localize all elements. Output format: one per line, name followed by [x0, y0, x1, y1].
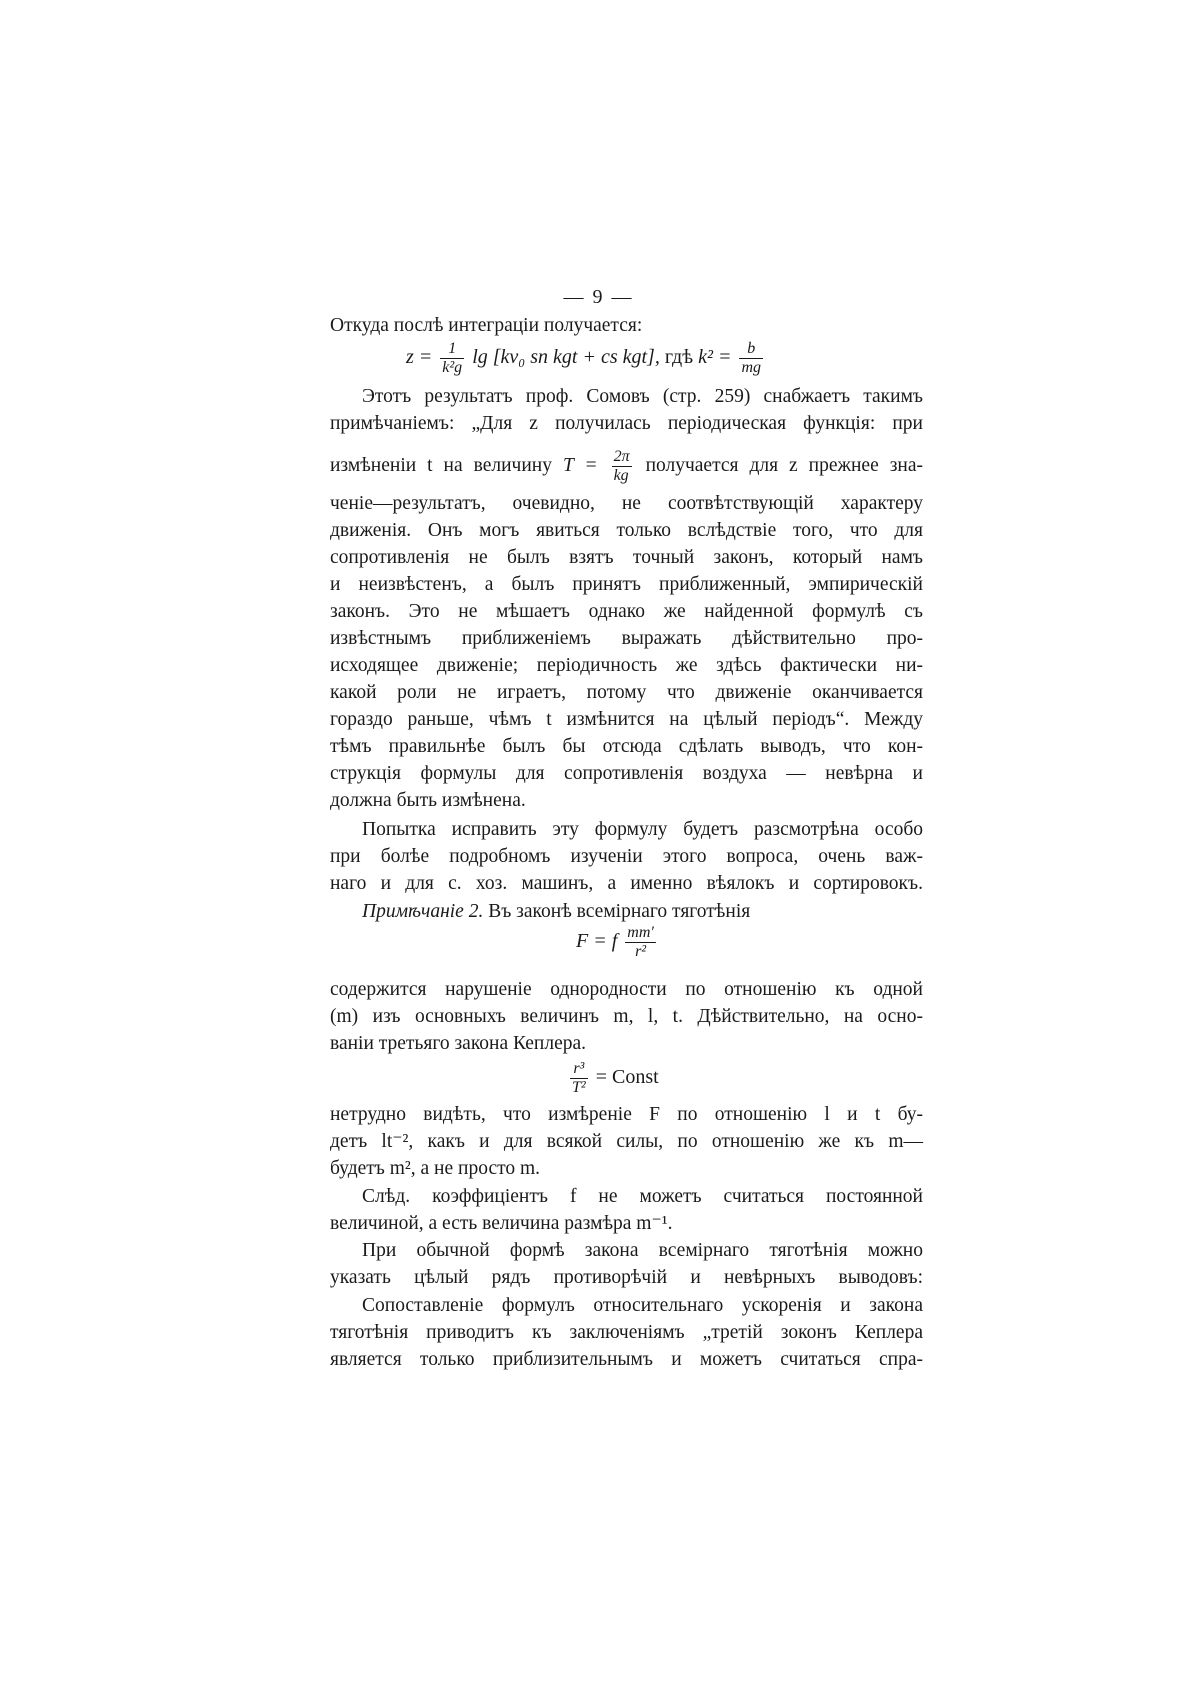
text-segment: измѣненіи t на величину [330, 454, 552, 476]
text-line: ченіе—результатъ, очевидно, не соотвѣтствующій характеру [330, 493, 923, 514]
formula-z-integral [406, 340, 766, 377]
text-line: тяготѣнія приводитъ къ заключеніямъ „третій зоконъ Кеплера [330, 1322, 923, 1343]
formula-lhs: T = [562, 454, 598, 476]
text-line: (m) изъ основныхъ величинъ m, l, t. Дѣйствительно, на осно- [330, 1006, 923, 1027]
formula-k2: k² = [698, 346, 732, 369]
text-line: Этотъ результатъ проф. Сомовъ (стр. 259) снабжаетъ такимъ [362, 386, 923, 407]
text-line: наго и для с. хоз. машинъ, а именно вѣялокъ и сортировокъ. [330, 873, 923, 894]
text-line: нетрудно видѣть, что измѣреніе F по отношенію l и t бу- [330, 1104, 923, 1125]
formula-gravitation [576, 924, 659, 961]
text-line-with-formula [330, 448, 923, 485]
fraction-numerator: mm′ [627, 924, 654, 941]
fraction [612, 448, 632, 485]
text-line: движенія. Онъ могъ явиться только вслѣдствіе того, что для [330, 520, 923, 541]
text-line: Попытка исправить эту формулу будетъ разсмотрѣна особо [362, 819, 923, 840]
text-line: Откуда послѣ интеграціи получается: [330, 315, 643, 336]
text-line: какой роли не играетъ, потому что движеніе оканчивается [330, 682, 923, 703]
text-line: является только приблизительнымъ и можетъ считаться спра- [330, 1349, 923, 1370]
fraction [625, 924, 656, 961]
formula-rhs: = Const [595, 1066, 659, 1089]
text-segment: получается для z прежнее зна- [645, 454, 924, 476]
text-line: сопротивленія не былъ взятъ точный законъ, который намъ [330, 547, 923, 568]
formula-where: гдѣ [664, 346, 694, 369]
fraction [440, 340, 464, 377]
text-line: указать цѣлый рядъ противорѣчій и невѣрныхъ выводовъ: [330, 1267, 923, 1288]
formula-body: lg [kv₀ sn kgt + cs kgt], [472, 346, 660, 369]
fraction-denominator: k²g [442, 359, 463, 376]
fraction-denominator: mg [741, 359, 762, 376]
text-line: извѣстнымъ приближеніемъ выражать дѣйствительно про- [330, 628, 923, 649]
text-line: будетъ m², а не просто m. [330, 1158, 541, 1179]
text-line: Слѣд. коэффиціентъ f не можетъ считаться постоянной [362, 1186, 923, 1207]
fraction [739, 340, 763, 377]
text-line: при болѣе подробномъ изученіи этого вопроса, очень важ- [330, 846, 923, 867]
formula-lhs: F = f [576, 930, 618, 953]
formula-lhs: z = [406, 346, 433, 369]
text-line: величиной, а есть величина размѣра m⁻¹. [330, 1213, 673, 1234]
fraction-denominator: kg [613, 467, 629, 484]
text-line: ваніи третьяго закона Кеплера. [330, 1033, 587, 1054]
text-line: и неизвѣстенъ, а былъ принятъ приближенный, эмпирическій [330, 574, 923, 595]
text-line: детъ lt⁻², какъ и для всякой силы, по отношенію же къ m— [330, 1131, 923, 1152]
fraction-numerator: b [739, 340, 763, 359]
note-label: Примѣчаніе 2. [362, 901, 484, 922]
text-line: содержится нарушеніе однородности по отношенію къ одной [330, 979, 923, 1000]
text-line: исходящее движеніе; періодичность же здѣсь фактически ни- [330, 655, 923, 676]
text-line: Сопоставленіе формулъ относительнаго ускоренія и закона [362, 1295, 923, 1316]
text-line: законъ. Это не мѣшаетъ однако же найденной формулѣ съ [330, 601, 923, 622]
text-line: гораздо раньше, чѣмъ t измѣнится на цѣлый періодъ“. Между [330, 709, 923, 730]
text-line: примѣчаніемъ: „Для z получилась періодическая функція: при [330, 413, 923, 434]
text-segment: Въ законѣ всемірнаго тяготѣнія [488, 901, 751, 922]
fraction-denominator: T² [572, 1079, 586, 1096]
fraction-numerator: r³ [570, 1060, 588, 1079]
text-line: При обычной формѣ закона всемірнаго тяготѣнія можно [362, 1240, 923, 1261]
fraction-numerator: 2π [613, 448, 630, 465]
text-line: должна быть измѣнена. [330, 790, 526, 811]
text-line: струкція формулы для сопротивленія воздуха — невѣрна и [330, 763, 923, 784]
fraction-denominator: r² [635, 943, 647, 960]
text-line: тѣмъ правильнѣе былъ бы отсюда сдѣлать выводъ, что кон- [330, 736, 923, 757]
fraction [570, 1060, 588, 1097]
text-line-note [362, 898, 923, 926]
formula-period [562, 448, 646, 484]
formula-kepler [567, 1060, 659, 1097]
fraction-numerator: 1 [440, 340, 464, 359]
page-number: — 9 — [563, 286, 634, 308]
